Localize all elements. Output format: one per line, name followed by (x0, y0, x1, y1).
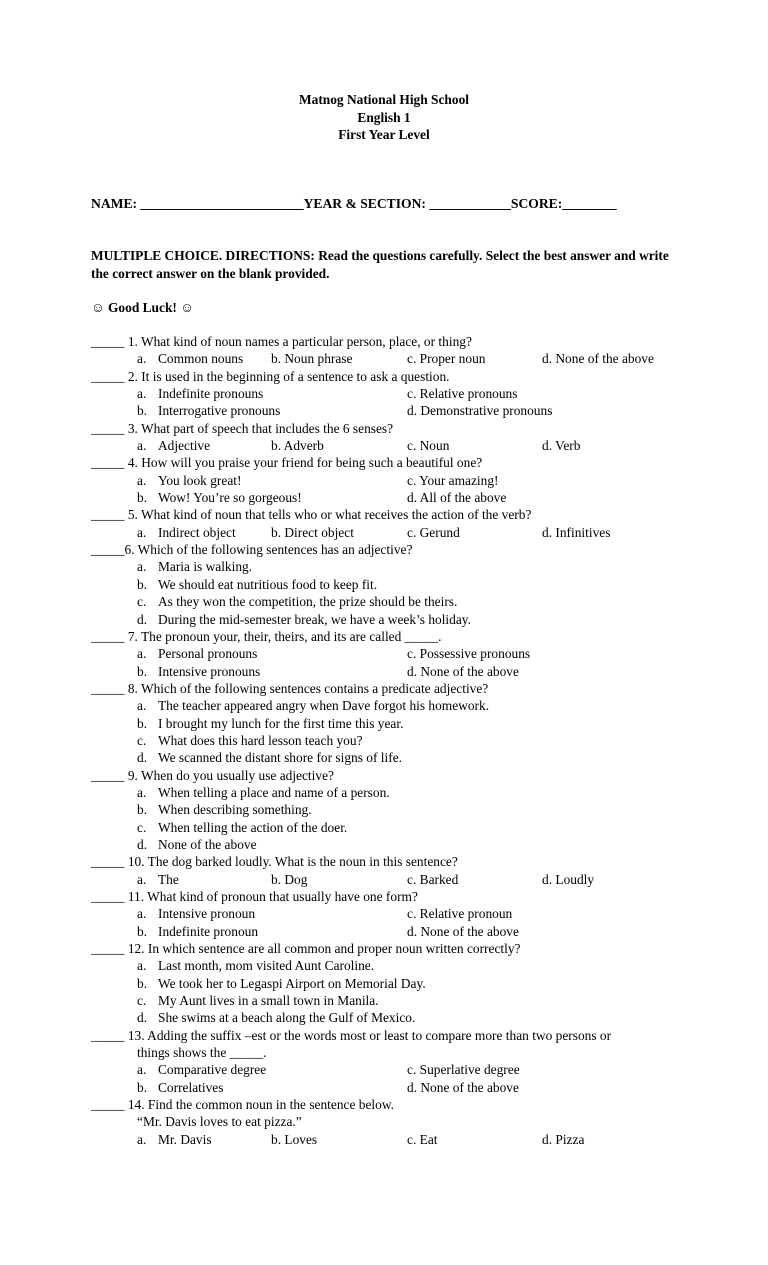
question-4-options-row-2 (91, 489, 691, 506)
option-b: b. Direct object (271, 524, 354, 540)
question-2-prompt: _____ 2. It is used in the beginning of a sentence to ask a question. (91, 368, 450, 384)
option-a: a. Common nouns (137, 351, 244, 367)
option-d: d. None of the above (407, 1079, 519, 1095)
option-d: d. None of the above (407, 923, 519, 939)
option-c: c. Barked (407, 871, 459, 887)
option-d: d. Verb (542, 438, 581, 454)
option-c: c. Relative pronoun (407, 906, 513, 922)
option-a: a. You look great! (137, 472, 242, 488)
option-a: a. Intensive pronoun (137, 906, 256, 922)
question-14-quote: “Mr. Davis loves to eat pizza.” (137, 1114, 302, 1130)
option-b: b. Wow! You’re so gorgeous! (137, 490, 302, 506)
question-13-options-row-1 (91, 1061, 691, 1078)
question-8-option-d: d. We scanned the distant shore for signs of life. (137, 750, 402, 766)
question-13-prompt-continued: things shows the _____. (137, 1045, 267, 1061)
question-6-option-b: b. We should eat nutritious food to keep fit. (137, 576, 378, 592)
option-c: c. Your amazing! (407, 472, 499, 488)
question-12-option-c: c. My Aunt lives in a small town in Manila. (137, 993, 379, 1009)
question-1-options (91, 350, 691, 367)
student-info-line: NAME: ________________________YEAR & SECTION: ____________SCORE:________ (91, 196, 617, 211)
option-c: c. Superlative degree (407, 1062, 520, 1078)
question-8-option-b: b. I brought my lunch for the first time this year. (137, 715, 404, 731)
document-header (0, 91, 768, 144)
question-13-options-row-2 (91, 1079, 691, 1096)
option-d: d. None of the above (542, 351, 654, 367)
option-d: d. All of the above (407, 490, 507, 506)
option-c: c. Possessive pronouns (407, 646, 531, 662)
option-b: b. Intensive pronouns (137, 663, 261, 679)
question-8-option-c: c. What does this hard lesson teach you? (137, 732, 363, 748)
option-b: b. Noun phrase (271, 351, 353, 367)
option-d: d. Loudly (542, 871, 595, 887)
question-14-prompt: _____ 14. Find the common noun in the sentence below. (91, 1097, 394, 1113)
option-a: a. Adjective (137, 438, 211, 454)
question-5-options (91, 524, 691, 541)
option-c: c. Gerund (407, 524, 460, 540)
question-11-options-row-1 (91, 905, 691, 922)
option-c: c. Relative pronouns (407, 386, 518, 402)
question-12-option-d: d. She swims at a beach along the Gulf of Mexico. (137, 1010, 416, 1026)
option-b: b. Adverb (271, 438, 324, 454)
option-b: b. Correlatives (137, 1079, 224, 1095)
question-4-prompt: _____ 4. How will you praise your friend for being such a beautiful one? (91, 455, 483, 471)
option-a: a. The (137, 871, 179, 887)
school-name: Matnog National High School (298, 92, 469, 107)
question-2-options-row-2 (91, 402, 691, 419)
question-7-prompt: _____ 7. The pronoun your, their, theirs, and its are called _____. (91, 628, 442, 644)
question-1-prompt: _____ 1. What kind of noun names a particular person, place, or thing? (91, 334, 472, 349)
question-2-options-row-1 (91, 385, 691, 402)
question-12-option-a: a. Last month, mom visited Aunt Caroline. (137, 958, 375, 974)
option-c: c. Eat (407, 1131, 438, 1147)
option-d: d. None of the above (407, 663, 519, 679)
question-7-options-row-1 (91, 645, 691, 662)
question-10-prompt: _____ 10. The dog barked loudly. What is the noun in this sentence? (91, 854, 458, 870)
question-12-option-b: b. We took her to Legaspi Airport on Memorial Day. (137, 975, 426, 991)
option-b: b. Loves (271, 1131, 318, 1147)
question-8-prompt: _____ 8. Which of the following sentences contains a predicate adjective? (91, 680, 489, 696)
question-7-options-row-2 (91, 663, 691, 680)
question-11-prompt: _____ 11. What kind of pronoun that usually have one form? (91, 889, 418, 904)
option-d: d. Pizza (542, 1131, 585, 1147)
question-6-prompt: _____6. Which of the following sentences has an adjective? (91, 542, 413, 558)
question-9-option-b: b. When describing something. (137, 802, 312, 818)
question-5-prompt: _____ 5. What kind of noun that tells who or what receives the action of the verb? (91, 507, 532, 523)
option-b: b. Dog (271, 871, 308, 887)
question-6-option-a: a. Maria is walking. (137, 559, 253, 575)
option-a: a. Indirect object (137, 524, 236, 540)
option-a: a. Indefinite pronouns (137, 386, 264, 402)
level-title: First Year Level (338, 127, 430, 142)
option-d: d. Infinitives (542, 524, 611, 540)
question-10-options (91, 871, 691, 888)
option-a: a. Personal pronouns (137, 646, 258, 662)
question-9-prompt: _____ 9. When do you usually use adjective? (91, 767, 334, 783)
question-14-options (91, 1131, 691, 1148)
question-6-option-c: c. As they won the competition, the prize should be theirs. (137, 594, 458, 610)
good-luck-text: ☺ Good Luck! ☺ (91, 300, 194, 315)
question-11-options-row-2 (91, 923, 691, 940)
option-b: b. Interrogative pronouns (137, 403, 281, 419)
subject-title: English 1 (357, 109, 411, 125)
question-12-prompt: _____ 12. In which sentence are all common and proper noun written correctly? (91, 941, 521, 957)
option-a: a. Comparative degree (137, 1062, 267, 1078)
question-9-option-a: a. When telling a place and name of a person. (137, 784, 390, 800)
question-13-prompt: _____ 13. Adding the suffix –est or the words most or least to compare more than two persons or (91, 1027, 612, 1043)
option-c: c. Proper noun (407, 351, 486, 367)
question-9-option-c: c. When telling the action of the doer. (137, 819, 348, 835)
option-a: a. Mr. Davis (137, 1131, 212, 1147)
question-9-option-d: d. None of the above (137, 836, 257, 852)
option-b: b. Indefinite pronoun (137, 923, 259, 939)
question-4-options-row-1 (91, 472, 691, 489)
questions-list (91, 333, 691, 1148)
question-3-prompt: _____ 3. What part of speech that includes the 6 senses? (91, 420, 394, 436)
question-3-options (91, 437, 691, 454)
question-8-option-a: a. The teacher appeared angry when Dave forgot his homework. (137, 698, 490, 714)
directions-text: MULTIPLE CHOICE. DIRECTIONS: Read the questions carefully. Select the best answer and write the correct answer on the blank provided. (91, 248, 669, 281)
option-d: d. Demonstrative pronouns (407, 403, 553, 419)
question-6-option-d: d. During the mid-semester break, we have a week’s holiday. (137, 611, 471, 627)
option-c: c. Noun (407, 438, 450, 454)
